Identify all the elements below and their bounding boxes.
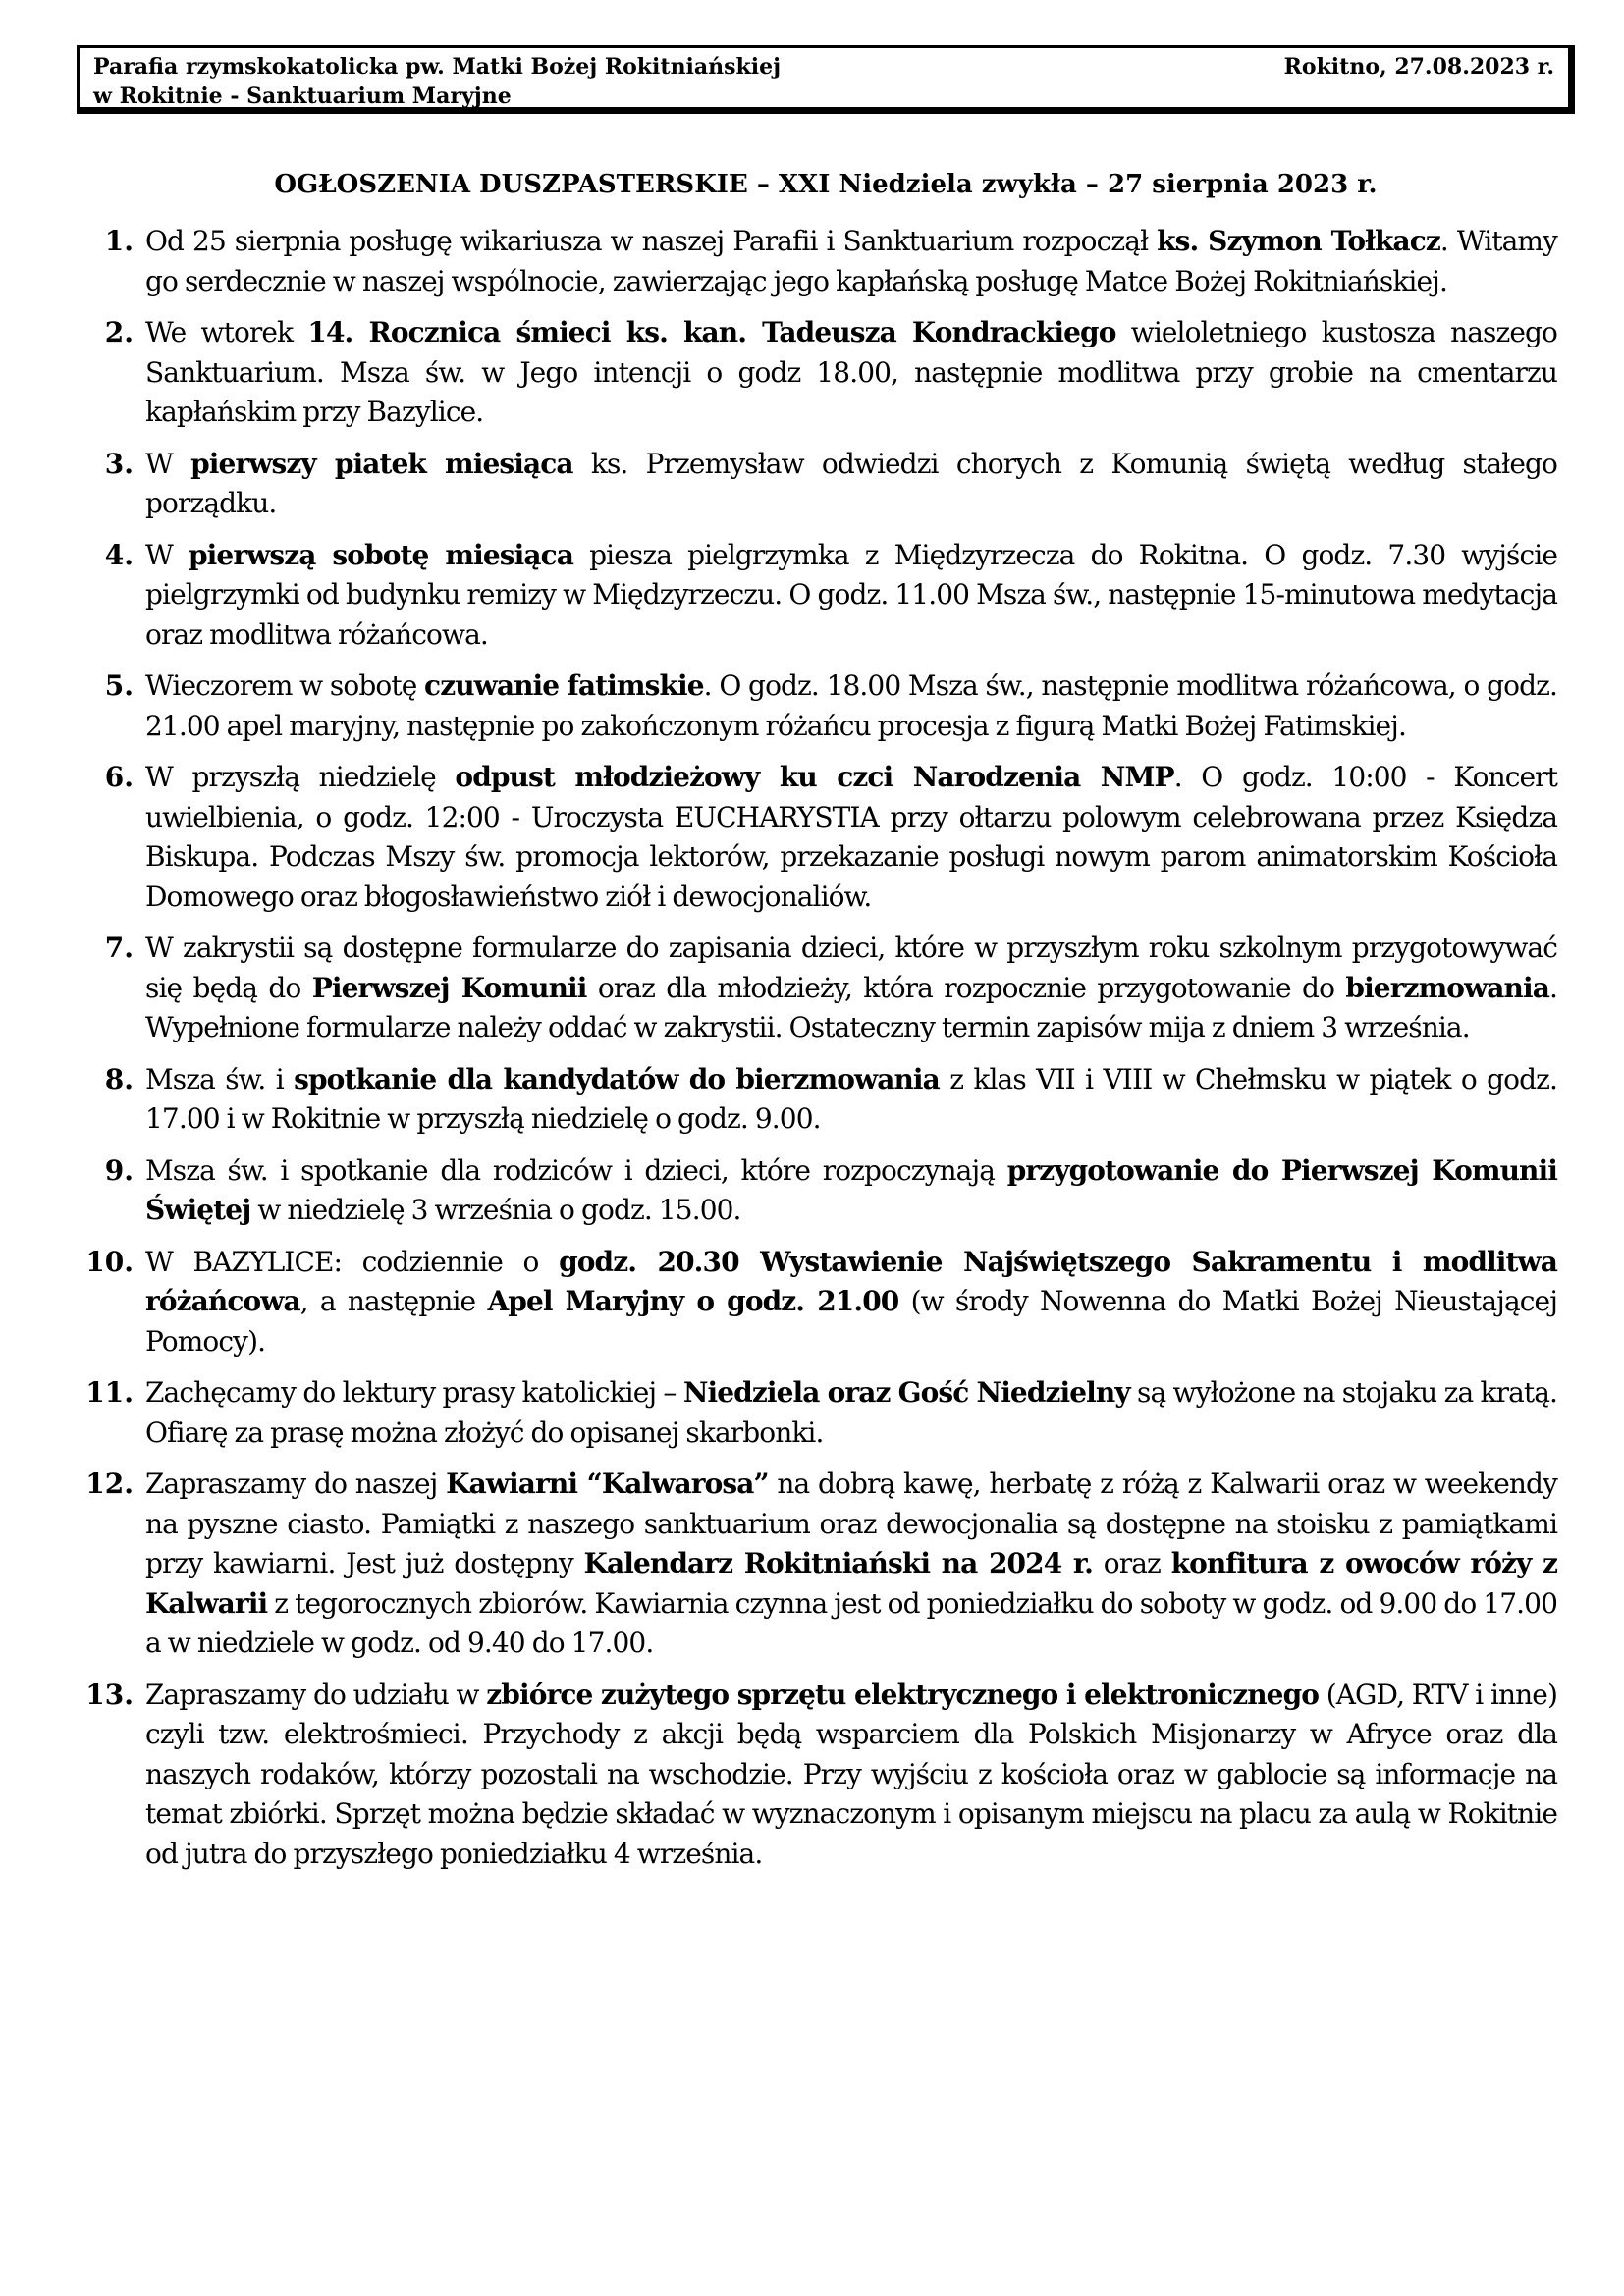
announcement-bold-segment: ks. Szymon Tołkacz [1157,225,1440,257]
announcement-segment: w niedzielę 3 września o godz. 15.00. [250,1194,741,1226]
announcement-item [69,313,1557,433]
announcement-segment: wieloletniego kustosza naszego Sanktuarium. Msza św. w Jego intencji o godz 18.00, następnie modlitwa przy grobie na cmentarzu kapłańskim przy Bazylice. [145,316,1557,428]
announcement-item [69,758,1557,917]
announcement-segment: W BAZYLICE: codziennie o [145,1245,560,1278]
parish-name-line2: w Rokitnie - Sanktuarium Maryjne [93,83,512,109]
parish-name-line1: Parafia rzymskokatolicka pw. Matki Bożej Rokitniańskiej [93,54,782,80]
announcement-number: 11. [85,1376,134,1409]
announcement-segment: piesza pielgrzymka z Międzyrzecza do Rokitna. O godz. 7.30 wyjście pielgrzymki od budynku remizy w Międzyrzeczu. O godz. 11.00 Msza św., następnie 15-minutowa medytacja oraz modlitwa różańcowa. [145,538,1557,651]
announcement-segment: W [145,538,189,571]
announcement-number: 3. [104,447,134,480]
announcement-segment: Zapraszamy do naszej [145,1468,447,1500]
announcement-number: 4. [104,538,134,571]
parish-header-box [77,45,1575,114]
announcement-item [69,929,1557,1048]
announcement-segment: ks. Przemysław odwiedzi chorych z Komunią świętą według stałego porządku. [145,447,1557,519]
announcement-bold-segment: 14. Rocznica śmieci ks. kan. Tadeusza Kondrackiego [307,316,1116,348]
announcement-number: 12. [85,1468,134,1500]
announcement-segment: Wieczorem w sobotę [145,669,425,702]
announcement-number: 2. [104,316,134,348]
announcement-segment: Od 25 sierpnia posługę wikariusza w naszej Parafii i Sanktuarium rozpoczął [145,225,1158,257]
announcement-number: 7. [104,932,134,964]
announcement-segment: . O godz. 10:00 - Koncert uwielbienia, o godz. 12:00 - Uroczysta EUCHARYSTIA przy ołtarzu polowym celebrowana przez Księdza Biskupa. Podczas Mszy św. promocja lektorów, przekazanie posługi nowym parom animatorskim Kościoła Domowego oraz błogosławieństwo ziół i dewocjonaliów. [145,761,1557,913]
announcement-segment: , a następnie [299,1285,488,1317]
announcement-segment: . O godz. 18.00 Msza św., następnie modlitwa różańcowa, o godz. 21.00 apel maryjny, następnie po zakończonym różańcu procesja z figurą Matki Bożej Fatimskiej. [145,669,1557,742]
announcement-text [145,222,1557,301]
announcement-bold-segment: godz. 20.30 Wystawienie Najświętszego Sakramentu i modlitwa różańcowa [145,1245,1558,1317]
announcement-segment: na dobrą kawę, herbatę z różą z Kalwarii oraz w weekendy na pyszne ciasto. Pamiątki z naszego sanktuarium oraz dewocjonalia są dostępne na stoisku z pamiątkami przy kawiarni. Jest już dostępny [145,1468,1557,1579]
announcement-segment: . Wypełnione formularze należy oddać w zakrystii. Ostateczny termin zapisów mija z dniem 3 września. [145,971,1557,1043]
announcement-bold-segment: Apel Maryjny o godz. 21.00 [487,1285,899,1317]
page-title: OGŁOSZENIA DUSZPASTERSKIE – XXI Niedziela zwykła – 27 sierpnia 2023 r. [274,170,1378,199]
announcement-segment: są wyłożone na stojaku za kratą. Ofiarę za prasę można złożyć do opisanej skarbonki. [145,1376,1558,1449]
announcement-text [145,1151,1557,1231]
announcement-segment: z tegorocznych zbiorów. Kawiarnia czynna jest od poniedziałku do soboty w godz. od 9.00 do 17.00 a w niedziele w godz. od 9.40 do 17.00. [145,1586,1557,1659]
announcement-bold-segment: bierzmowania [1345,971,1549,1004]
announcement-item [69,222,1557,301]
announcement-text [145,929,1557,1048]
announcement-number: 1. [104,225,134,257]
announcement-bold-segment: zbiórce zużytego sprzętu elektrycznego i elektronicznego [486,1678,1320,1711]
announcement-text [145,536,1557,656]
announcement-text [145,313,1557,433]
announcement-item [69,1060,1557,1140]
announcement-number: 9. [104,1153,134,1187]
announcement-bold-segment: Niedziela oraz Gość Niedzielny [682,1376,1130,1409]
announcement-number: 5. [104,669,134,702]
announcement-bold-segment: odpust młodzieżowy ku czci Narodzenia NMP [455,761,1174,793]
announcement-text [145,667,1557,746]
announcement-text [145,1243,1557,1362]
announcements-list [69,222,1557,1886]
announcement-segment: Msza św. i spotkanie dla rodziców i dzieci, które rozpoczynają [145,1153,1007,1187]
announcement-bold-segment: czuwanie fatimskie [424,669,704,702]
announcement-bold-segment: pierwszą sobotę miesiąca [188,538,574,571]
announcement-segment: z klas VII i VIII w Chełmsku w piątek o godz. 17.00 i w Rokitnie w przyszłą niedzielę o godz. 9.00. [145,1062,1557,1135]
announcement-bold-segment: pierwszy piatek miesiąca [190,447,573,480]
place-date: Rokitno, 27.08.2023 r. [1283,54,1554,80]
announcement-item [69,667,1557,746]
announcement-bold-segment: Kalendarz Rokitniański na 2024 r. [583,1547,1094,1579]
announcement-text [145,1465,1557,1664]
announcement-number: 10. [85,1245,134,1278]
announcement-segment: (w środy Nowenna do Matki Bożej Nieustającej Pomocy). [145,1285,1557,1358]
announcement-number: 8. [104,1062,134,1095]
announcement-text [145,1060,1557,1140]
announcement-bold-segment: konfitura z owoców róży z Kalwarii [145,1547,1557,1620]
announcement-text [145,1373,1557,1453]
announcement-item [69,1151,1557,1231]
announcement-bold-segment: Pierwszej Komunii [311,971,587,1004]
announcement-segment: W [145,447,191,480]
announcement-number: 6. [104,761,134,793]
announcement-segment: Zachęcamy do lektury prasy katolickiej – [145,1376,683,1409]
announcement-segment: Msza św. i [145,1062,295,1095]
announcement-text [145,758,1557,917]
announcement-item [69,536,1557,656]
announcement-item [69,445,1557,524]
announcement-item [69,1465,1557,1664]
announcement-segment: oraz dla młodzieży, która rozpocznie przygotowanie do [586,971,1346,1004]
announcement-bold-segment: Kawiarni “Kalwarosa” [446,1468,769,1500]
announcement-segment: (AGD, RTV i inne) czyli tzw. elektrośmieci. Przychody z akcji będą wsparciem dla Polskich Misjonarzy w Afryce oraz dla naszych rodaków, którzy pozostali na wschodzie. Przy wyjściu z kościoła oraz w gablocie są informacje na temat zbiórki. Sprzęt można będzie składać w wyznaczonym i opisanym miejscu na placu za aulą w Rokitnie od jutra do przyszłego poniedziałku 4 września. [145,1678,1557,1870]
announcement-item [69,1676,1557,1875]
announcement-segment: We wtorek [145,316,308,348]
announcement-bold-segment: przygotowanie do Pierwszej Komunii Świętej [145,1153,1557,1226]
announcement-item [69,1373,1557,1453]
announcement-item [69,1243,1557,1362]
announcement-number: 13. [85,1678,134,1711]
announcement-segment: Zapraszamy do udziału w [145,1678,487,1711]
announcement-segment: W przyszłą niedzielę [145,761,456,793]
announcement-bold-segment: spotkanie dla kandydatów do bierzmowania [294,1062,940,1095]
announcement-segment: . Witamy go serdecznie w naszej wspólnocie, zawierzając jego kapłańską posługę Matce Bożej Rokitniańskiej. [145,225,1557,297]
announcement-text [145,1676,1557,1875]
announcement-segment: oraz [1093,1547,1171,1579]
announcement-text [145,445,1557,524]
announcement-segment: W zakrystii są dostępne formularze do zapisania dzieci, które w przyszłym roku szkolnym przygotowywać się będą do [145,932,1557,1004]
